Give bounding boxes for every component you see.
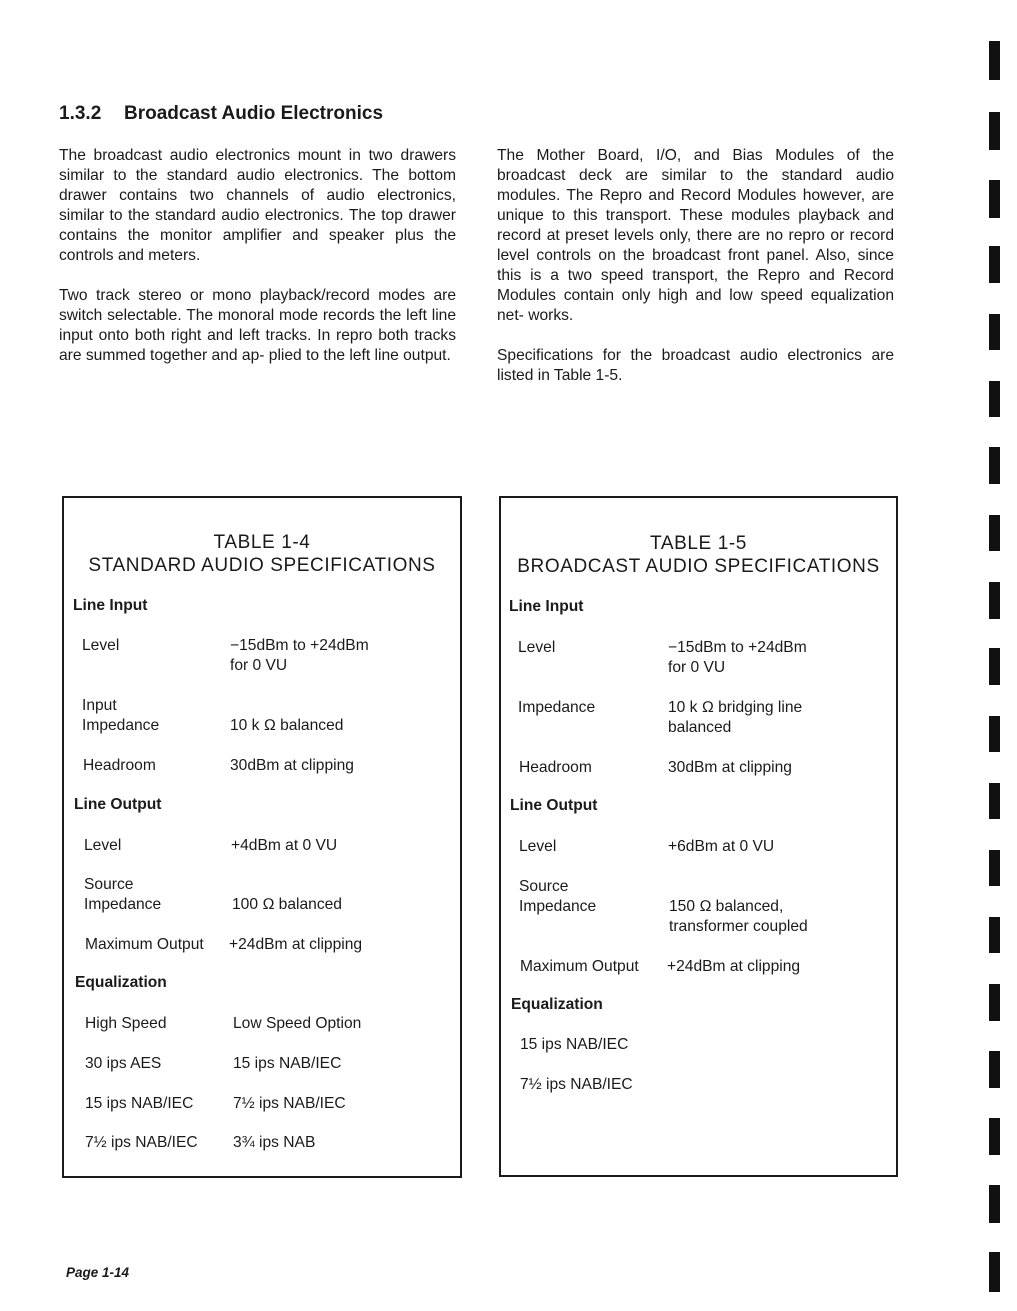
- headroom-label: Headroom: [519, 759, 592, 776]
- headroom-label: Headroom: [83, 757, 156, 774]
- table-1-5: [499, 496, 898, 1177]
- binder-mark: [989, 850, 1000, 886]
- binder-mark: [989, 716, 1000, 752]
- binder-mark: [989, 783, 1000, 819]
- binder-mark: [989, 1118, 1000, 1155]
- eq-cell: 7½ ips NAB/IEC: [233, 1095, 346, 1112]
- table-title: TABLE 1-4: [213, 532, 311, 553]
- paragraph: Two track stereo or mono playback/record modes are switch selectable. The monoral mode records the left line input onto both right and left tracks. In repro both tracks are summed together and ap- plied to the left line output.: [59, 287, 456, 364]
- binder-mark: [989, 246, 1000, 283]
- binder-mark: [989, 1051, 1000, 1088]
- output-level-value: +6dBm at 0 VU: [668, 838, 775, 855]
- source-impedance-label: Source Impedance: [84, 876, 162, 913]
- right-text-column: [497, 146, 894, 406]
- table-subtitle: STANDARD AUDIO SPECIFICATIONS: [88, 555, 436, 576]
- impedance-label: Impedance: [518, 699, 596, 716]
- section-equalization: Equalization: [511, 996, 603, 1013]
- section-line-output: Line Output: [74, 796, 162, 813]
- binder-mark: [989, 582, 1000, 619]
- section-title: Broadcast Audio Electronics: [124, 103, 384, 124]
- eq-cell: 15 ips NAB/IEC: [520, 1036, 629, 1053]
- binder-mark: [989, 180, 1000, 218]
- headroom-value: 30dBm at clipping: [668, 759, 792, 776]
- binder-mark: [989, 1185, 1000, 1223]
- binder-mark: [989, 917, 1000, 953]
- eq-cell: Low Speed Option: [233, 1015, 362, 1032]
- max-output-value: +24dBm at clipping: [229, 936, 363, 953]
- page-number: Page 1-14: [66, 1265, 130, 1280]
- eq-cell: 30 ips AES: [85, 1055, 162, 1072]
- paragraph: Specifications for the broadcast audio electronics are listed in Table 1-5.: [497, 347, 894, 384]
- source-impedance-value: 100 Ω balanced: [232, 896, 342, 913]
- binder-mark: [989, 447, 1000, 484]
- max-output-value: +24dBm at clipping: [667, 958, 801, 975]
- max-output-label: Maximum Output: [85, 936, 204, 953]
- source-impedance-label: Source Impedance: [519, 878, 597, 915]
- paragraph: The broadcast audio electronics mount in two drawers similar to the standard audio electronics. The bottom drawer contains two channels of audio electronics, similar to the standard audio electronics. The top drawer contains the monitor amplifier and speaker plus the controls and meters.: [59, 147, 456, 264]
- binder-mark: [989, 41, 1000, 80]
- level-label: Level: [82, 637, 120, 654]
- binder-mark: [989, 112, 1000, 150]
- eq-cell: High Speed: [85, 1015, 167, 1032]
- impedance-value: 10 k Ω bridging line balanced: [668, 699, 803, 736]
- binder-mark: [989, 1252, 1000, 1292]
- level-label: Level: [518, 639, 556, 656]
- level-value: −15dBm to +24dBm for 0 VU: [668, 639, 807, 676]
- binder-mark: [989, 381, 1000, 417]
- left-text-column: [59, 146, 456, 386]
- impedance-value: 10 k Ω balanced: [230, 717, 344, 734]
- section-line-output: Line Output: [510, 797, 598, 814]
- headroom-value: 30dBm at clipping: [230, 757, 354, 774]
- eq-cell: 7½ ips NAB/IEC: [85, 1134, 198, 1151]
- section-heading: [59, 103, 383, 125]
- level-value: −15dBm to +24dBm for 0 VU: [230, 637, 369, 674]
- section-equalization: Equalization: [75, 974, 167, 991]
- eq-cell: 15 ips NAB/IEC: [85, 1095, 194, 1112]
- section-number: 1.3.2: [59, 103, 102, 124]
- max-output-label: Maximum Output: [520, 958, 639, 975]
- paragraph: The Mother Board, I/O, and Bias Modules of the broadcast deck are similar to the standard audio modules. The Repro and Record Modules however, are unique to this transport. These modules playback and record at preset levels only, there are no repro or record level controls on the broadcast front panel. Also, since this is a two speed transport, the Repro and Record Modules contain only high and low speed equalization net- works.: [497, 147, 894, 324]
- binder-mark: [989, 984, 1000, 1021]
- output-level-label: Level: [84, 837, 122, 854]
- impedance-label: Input Impedance: [82, 697, 160, 734]
- section-line-input: Line Input: [509, 598, 584, 615]
- source-impedance-value: 150 Ω balanced, transformer coupled: [669, 898, 808, 935]
- section-line-input: Line Input: [73, 597, 148, 614]
- binder-mark: [989, 314, 1000, 350]
- binder-mark: [989, 648, 1000, 685]
- output-level-label: Level: [519, 838, 557, 855]
- table-title: TABLE 1-5: [650, 533, 747, 554]
- eq-cell: 7½ ips NAB/IEC: [520, 1076, 633, 1093]
- eq-cell: 15 ips NAB/IEC: [233, 1055, 342, 1072]
- table-1-4: [62, 496, 462, 1178]
- binder-mark: [989, 515, 1000, 551]
- output-level-value: +4dBm at 0 VU: [231, 837, 338, 854]
- table-subtitle: BROADCAST AUDIO SPECIFICATIONS: [517, 556, 880, 577]
- eq-cell: 3¾ ips NAB: [233, 1134, 316, 1151]
